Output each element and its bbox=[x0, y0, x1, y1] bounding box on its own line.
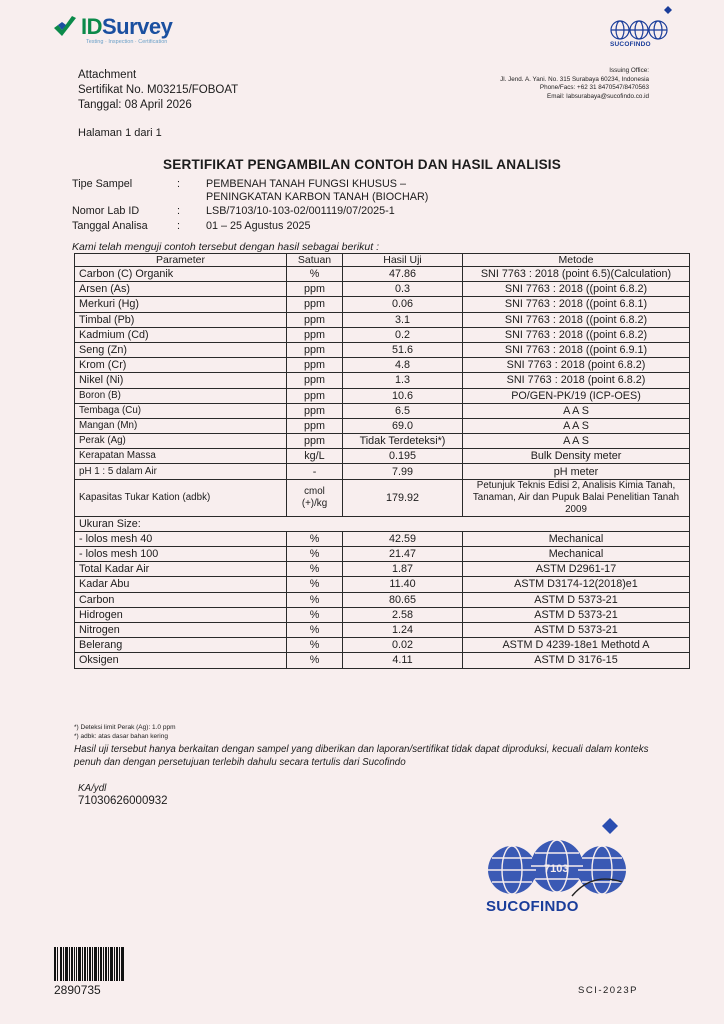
sucofindo-logo-small bbox=[606, 4, 672, 52]
office-phone: Phone/Facs: +62 31 8470547/8470563 bbox=[539, 84, 649, 92]
section-label-ukuran: Ukuran Size: bbox=[75, 516, 690, 531]
table-header-row bbox=[75, 254, 690, 267]
cell-metode: SNI 7763 : 2018 (point 6.5)(Calculation) bbox=[463, 267, 690, 282]
cell-parameter: Krom (Cr) bbox=[75, 358, 287, 373]
cell-hasil-uji: 69.0 bbox=[343, 418, 463, 433]
cell-parameter: Kadar Abu bbox=[75, 577, 287, 592]
cell-parameter: Nitrogen bbox=[75, 622, 287, 637]
cell-metode: Mechanical bbox=[463, 531, 690, 546]
sucofindo-stamp-wordmark: SUCOFINDO bbox=[486, 898, 579, 915]
cell-satuan: ppm bbox=[287, 327, 343, 342]
section-row-ukuran bbox=[75, 516, 690, 531]
cell-parameter: Merkuri (Hg) bbox=[75, 297, 287, 312]
cell-parameter: Tembaga (Cu) bbox=[75, 403, 287, 418]
cell-metode: SNI 7763 : 2018 (point 6.8.2) bbox=[463, 358, 690, 373]
table-body-main bbox=[75, 267, 690, 517]
cell-parameter: Mangan (Mn) bbox=[75, 418, 287, 433]
cell-hasil-uji: 47.86 bbox=[343, 267, 463, 282]
sucofindo-small-wordmark: SUCOFINDO bbox=[610, 41, 651, 48]
cell-parameter: Oksigen bbox=[75, 653, 287, 668]
office-address: Jl. Jend. A. Yani. No. 315 Surabaya 60234, Indonesia bbox=[500, 75, 649, 83]
table-row bbox=[75, 577, 690, 592]
cell-hasil-uji: 0.2 bbox=[343, 327, 463, 342]
stamp-lab-number: 7103 bbox=[544, 863, 569, 875]
table-row bbox=[75, 547, 690, 562]
cell-hasil-uji: 3.1 bbox=[343, 312, 463, 327]
table-row bbox=[75, 342, 690, 357]
cell-parameter: Boron (B) bbox=[75, 388, 287, 403]
idsurvey-logo bbox=[52, 14, 173, 45]
table-row bbox=[75, 312, 690, 327]
table-row bbox=[75, 403, 690, 418]
cell-parameter: Hidrogen bbox=[75, 607, 287, 622]
cell-metode: ASTM D3174-12(2018)e1 bbox=[463, 577, 690, 592]
cell-parameter: Belerang bbox=[75, 638, 287, 653]
cell-satuan: kg/L bbox=[287, 449, 343, 464]
cell-metode: Bulk Density meter bbox=[463, 449, 690, 464]
table-row bbox=[75, 653, 690, 668]
barcode bbox=[54, 947, 124, 981]
cell-satuan: % bbox=[287, 577, 343, 592]
cell-satuan: % bbox=[287, 653, 343, 668]
cell-metode: SNI 7763 : 2018 ((point 6.8.2) bbox=[463, 282, 690, 297]
attachment-block bbox=[78, 68, 238, 113]
cell-satuan: ppm bbox=[287, 418, 343, 433]
form-code: SCI-2023P bbox=[578, 985, 638, 996]
idsurvey-check-icon bbox=[52, 14, 78, 40]
cell-parameter: Total Kadar Air bbox=[75, 562, 287, 577]
cell-metode: pH meter bbox=[463, 464, 690, 479]
cell-hasil-uji: 42.59 bbox=[343, 531, 463, 546]
idsurvey-tagline: Testing · Inspection · Certification bbox=[86, 39, 168, 45]
cell-parameter: Kerapatan Massa bbox=[75, 449, 287, 464]
table-row bbox=[75, 267, 690, 282]
header-parameter: Parameter bbox=[75, 254, 287, 267]
page-counter: Halaman 1 dari 1 bbox=[78, 127, 162, 139]
footnote-detection-limit: *) Deteksi limit Perak (Ag): 1.0 ppm bbox=[74, 724, 176, 731]
cell-metode: SNI 7763 : 2018 ((point 6.8.2) bbox=[463, 327, 690, 342]
cell-hasil-uji: 2.58 bbox=[343, 607, 463, 622]
issuing-office bbox=[500, 67, 649, 101]
table-row bbox=[75, 358, 690, 373]
table-row bbox=[75, 531, 690, 546]
cell-parameter: Perak (Ag) bbox=[75, 434, 287, 449]
cell-parameter: Seng (Zn) bbox=[75, 342, 287, 357]
header-hasil-uji: Hasil Uji bbox=[343, 254, 463, 267]
cell-satuan: % bbox=[287, 267, 343, 282]
cell-metode: PO/GEN-PK/19 (ICP-OES) bbox=[463, 388, 690, 403]
cell-hasil-uji: 21.47 bbox=[343, 547, 463, 562]
cell-parameter: Carbon bbox=[75, 592, 287, 607]
cell-satuan: ppm bbox=[287, 312, 343, 327]
cell-satuan: ppm bbox=[287, 434, 343, 449]
table-row bbox=[75, 388, 690, 403]
cell-hasil-uji: 4.8 bbox=[343, 358, 463, 373]
cell-metode: ASTM D 5373-21 bbox=[463, 622, 690, 637]
cell-satuan: ppm bbox=[287, 297, 343, 312]
cell-hasil-uji: 1.24 bbox=[343, 622, 463, 637]
cell-satuan: % bbox=[287, 592, 343, 607]
cell-hasil-uji: 0.195 bbox=[343, 449, 463, 464]
cell-satuan: ppm bbox=[287, 282, 343, 297]
disclaimer-text: Hasil uji tersebut hanya berkaitan dengan sampel yang diberikan dan laporan/sertifikat tidak dapat diproduksi, kecuali dalam konteks penuh dan dengan persetujuan terlebih dahulu secara tertulis dari Sucofindo bbox=[74, 744, 649, 768]
cell-satuan: ppm bbox=[287, 388, 343, 403]
table-row bbox=[75, 464, 690, 479]
cell-metode: SNI 7763 : 2018 ((point 6.8.2) bbox=[463, 312, 690, 327]
table-body-size bbox=[75, 531, 690, 668]
table-row bbox=[75, 562, 690, 577]
cell-satuan: % bbox=[287, 562, 343, 577]
table-row bbox=[75, 638, 690, 653]
cell-hasil-uji: 1.3 bbox=[343, 373, 463, 388]
table-row bbox=[75, 327, 690, 342]
cell-metode: SNI 7763 : 2018 (point 6.8.2) bbox=[463, 373, 690, 388]
intro-text: Kami telah menguji contoh tersebut dengan hasil sebagai berikut : bbox=[72, 241, 380, 253]
cell-metode: A A S bbox=[463, 418, 690, 433]
cell-metode: Petunjuk Teknis Edisi 2, Analisis Kimia Tanah, Tanaman, Air dan Pupuk Balai Penelitian Tanah 2009 bbox=[463, 479, 690, 516]
certificate-page: IDSurvey Testing · Inspection · Certification SUCOFINDO Attachment Sertifikat No. M03215/FOBOAT Tanggal: 08 April 2026 Issuing Office: Jl. Jend. A. Yani. No. 315 Surabaya 60234, Indonesia Phone/Facs: +62 31 8470547/8470563 Email: labsurabaya@sucofindo.co.id Halaman 1 dari 1 SERTIFIKAT PENGAMBILAN CONTOH DAN HASIL ANALISIS Tipe Sampel : PEMBENAH TANAH FUNGSI KHUSUS – PENINGKATAN KARBON TANAH (BIOCHAR) Nomor Lab ID : LSB/7103/10-103-02/001119/07/2025-1 Tanggal Analisa : 01 – 25 Agustus 2025 Kami telah menguji contoh tersebut dengan hasil sebagai berikut : Parameter Satuan Hasil Uji Metode Carbon (C) Organik % 47.86 SNI 7763 : 2018 (point 6.5)(Calculation) Arsen (As) ppm 0.3 SNI 7763 : 2018 ((point 6.8.2) Merkuri (Hg) ppm 0.06 SNI 7763 : 2018 ((point 6.8.1) Timbal (Pb) ppm 3.1 SNI 7763 : 2018 ((point 6.8.2) Kadmium (Cd) ppm 0.2 SNI 7763 : 2018 ((point 6.8.2) Seng (Zn) ppm 51.6 SNI 7763 : 2018 ((point 6.9.1) Krom (Cr) ppm 4.8 SNI 7763 : 2018 (point 6.8.2) Nikel (Ni) ppm 1.3 SNI 7763 : 2018 (point 6.8.2) Boron (B) ppm 10.6 PO/GEN-PK/19 (ICP-OES) Tembaga (Cu) ppm 6.5 A A S Mangan (Mn) ppm 69.0 A A S Perak (Ag) ppm Tidak Terdeteksi*) A A S Kerapatan Massa kg/L 0.195 Bulk Density meter pH 1 : 5 dalam Air - 7.99 pH meter Kapasitas Tukar Kation (adbk) cmol (+)/kg 179.92 Petunjuk Teknis Edisi 2, Analisis Kimia Tanah, Tanaman, Air dan Pupuk Balai Penelitian Tanah 2009 Ukuran Size: - lolos mesh 40 % 42.59 Mechanical - lolos mesh 100 % 21.47 Mechanical Total Kadar Air % 1.87 ASTM D2961-17 Kadar Abu % 11.40 ASTM D3174-12(2018)e1 Carbon % 80.65 ASTM D 5373-21 Hidrogen % 2.58 ASTM D 5373-21 Nitrogen % 1.24 ASTM D 5373-21 Belerang % 0.02 ASTM D 4239-18e1 Methotd A Oksigen % 4.11 ASTM D 3176-15 *) Deteksi limit Perak (Ag): 1.0 ppm *) adbk: atas dasar bahan kering Hasil uji tersebut hanya berkaitan dengan sampel yang diberikan dan laporan/sertifikat tidak dapat diproduksi, kecuali dalam konteks penuh dan dengan persetujuan terlebih dahulu secara tertulis dari Sucofindo KA/ydl 71030626000932 7103 SUCOFINDO 2890735 SCI-2023P bbox=[0, 0, 724, 1024]
cell-hasil-uji: Tidak Terdeteksi*) bbox=[343, 434, 463, 449]
cell-hasil-uji: 0.3 bbox=[343, 282, 463, 297]
results-table bbox=[74, 253, 690, 669]
table-row bbox=[75, 418, 690, 433]
cell-parameter: Kadmium (Cd) bbox=[75, 327, 287, 342]
cell-hasil-uji: 4.11 bbox=[343, 653, 463, 668]
cell-parameter: pH 1 : 5 dalam Air bbox=[75, 464, 287, 479]
cell-metode: ASTM D 5373-21 bbox=[463, 592, 690, 607]
footnote-adbk: *) adbk: atas dasar bahan kering bbox=[74, 733, 168, 740]
cell-hasil-uji: 7.99 bbox=[343, 464, 463, 479]
cell-satuan: ppm bbox=[287, 403, 343, 418]
office-title: Issuing Office: bbox=[609, 67, 649, 74]
footnotes bbox=[74, 723, 176, 741]
cell-hasil-uji: 1.87 bbox=[343, 562, 463, 577]
office-email: Email: labsurabaya@sucofindo.co.id bbox=[547, 92, 649, 100]
cell-hasil-uji: 0.06 bbox=[343, 297, 463, 312]
table-row bbox=[75, 282, 690, 297]
cell-hasil-uji: 80.65 bbox=[343, 592, 463, 607]
attachment-label: Attachment bbox=[78, 69, 137, 81]
idsurvey-wordmark: IDSurvey bbox=[81, 14, 173, 39]
table-row bbox=[75, 449, 690, 464]
cell-satuan: ppm bbox=[287, 373, 343, 388]
cell-hasil-uji: 51.6 bbox=[343, 342, 463, 357]
cell-metode: ASTM D 5373-21 bbox=[463, 607, 690, 622]
cell-metode: A A S bbox=[463, 403, 690, 418]
cell-satuan: ppm bbox=[287, 358, 343, 373]
cell-parameter: Carbon (C) Organik bbox=[75, 267, 287, 282]
cell-parameter: - lolos mesh 40 bbox=[75, 531, 287, 546]
cell-parameter: Nikel (Ni) bbox=[75, 373, 287, 388]
cell-metode: SNI 7763 : 2018 ((point 6.8.1) bbox=[463, 297, 690, 312]
barcode-number: 2890735 bbox=[54, 983, 101, 997]
cell-satuan: - bbox=[287, 464, 343, 479]
cell-metode: SNI 7763 : 2018 ((point 6.9.1) bbox=[463, 342, 690, 357]
cell-satuan: % bbox=[287, 638, 343, 653]
cell-satuan: % bbox=[287, 607, 343, 622]
initials: KA/ydl bbox=[78, 783, 107, 794]
serial-number: 71030626000932 bbox=[78, 795, 168, 807]
cell-hasil-uji: 0.02 bbox=[343, 638, 463, 653]
table-section-ukuran bbox=[75, 516, 690, 531]
cell-hasil-uji: 11.40 bbox=[343, 577, 463, 592]
cell-metode: Mechanical bbox=[463, 547, 690, 562]
cell-satuan: % bbox=[287, 622, 343, 637]
certificate-number: Sertifikat No. M03215/FOBOAT bbox=[78, 84, 239, 96]
document-title: SERTIFIKAT PENGAMBILAN CONTOH DAN HASIL ANALISIS bbox=[163, 157, 561, 172]
cell-parameter: Arsen (As) bbox=[75, 282, 287, 297]
cell-satuan: % bbox=[287, 547, 343, 562]
cell-metode: A A S bbox=[463, 434, 690, 449]
cell-parameter: Kapasitas Tukar Kation (adbk) bbox=[75, 479, 287, 516]
table-row bbox=[75, 607, 690, 622]
cell-metode: ASTM D2961-17 bbox=[463, 562, 690, 577]
cell-satuan: cmol (+)/kg bbox=[287, 479, 343, 516]
cell-hasil-uji: 179.92 bbox=[343, 479, 463, 516]
table-row bbox=[75, 373, 690, 388]
cell-metode: ASTM D 4239-18e1 Methotd A bbox=[463, 638, 690, 653]
header-satuan: Satuan bbox=[287, 254, 343, 267]
table-row bbox=[75, 434, 690, 449]
table-row bbox=[75, 592, 690, 607]
table-row bbox=[75, 479, 690, 516]
cell-hasil-uji: 6.5 bbox=[343, 403, 463, 418]
cell-satuan: % bbox=[287, 531, 343, 546]
header-metode: Metode bbox=[463, 254, 690, 267]
cell-parameter: Timbal (Pb) bbox=[75, 312, 287, 327]
cell-satuan: ppm bbox=[287, 342, 343, 357]
cell-parameter: - lolos mesh 100 bbox=[75, 547, 287, 562]
table-row bbox=[75, 622, 690, 637]
sucofindo-globe-icon bbox=[606, 4, 672, 44]
table-row bbox=[75, 297, 690, 312]
certificate-date: Tanggal: 08 April 2026 bbox=[78, 99, 192, 111]
cell-metode: ASTM D 3176-15 bbox=[463, 653, 690, 668]
cell-hasil-uji: 10.6 bbox=[343, 388, 463, 403]
